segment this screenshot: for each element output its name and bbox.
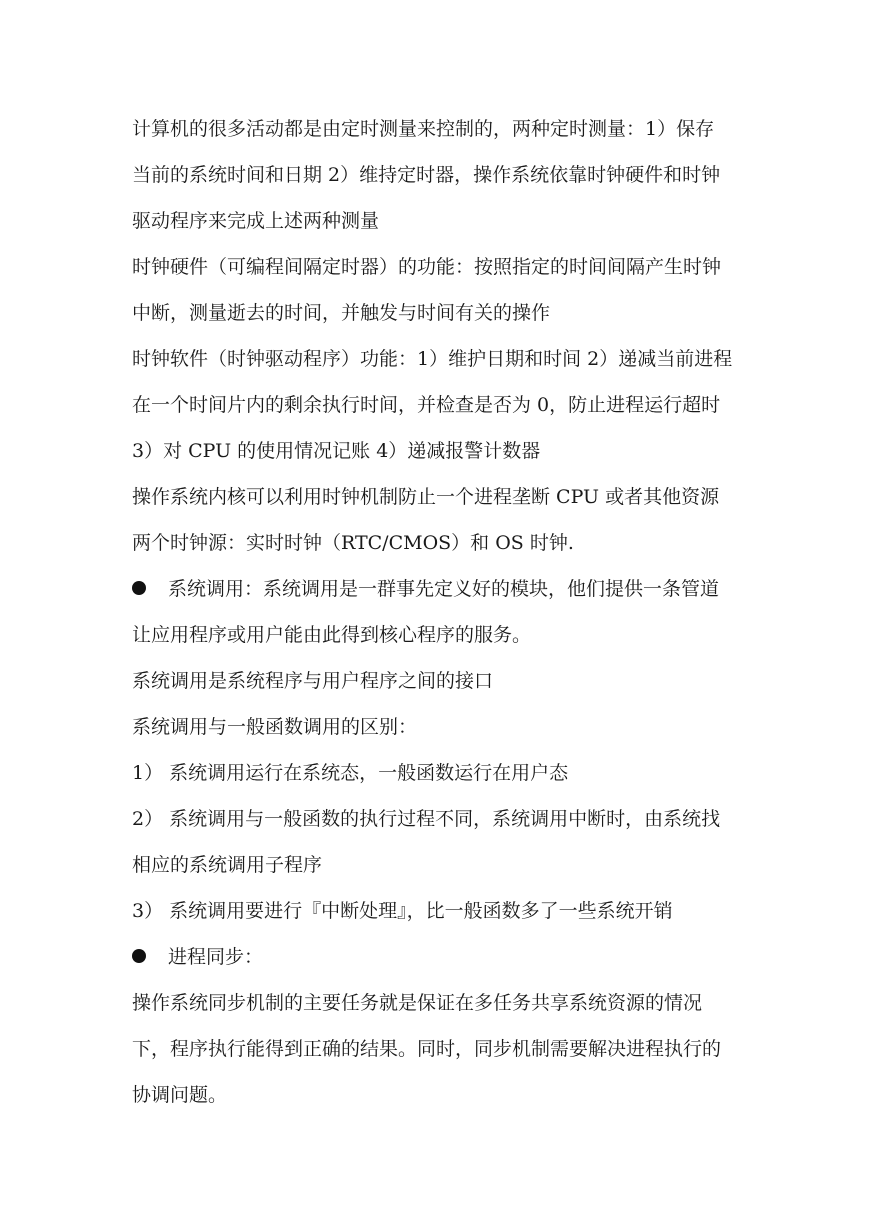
- list-item: 3） 系统调用要进行『中断处理』，比一般函数多了一些系统开销: [132, 900, 673, 922]
- text-line: 协调问题。: [132, 1084, 228, 1106]
- bullet-text: 系统调用：系统调用是一群事先定义好的模块，他们提供一条管道: [168, 578, 720, 600]
- bullet-icon: [132, 949, 146, 963]
- text-line: 系统调用与一般函数调用的区别：: [132, 716, 418, 738]
- bullet-item-system-call: [132, 566, 744, 612]
- bullet-icon: [132, 581, 146, 595]
- text-line: 当前的系统时间和日期 2）维持定时器，操作系统依靠时钟硬件和时钟: [132, 164, 721, 186]
- text-line: 操作系统内核可以利用时钟机制防止一个进程垄断 CPU 或者其他资源: [132, 486, 720, 508]
- text-line: 系统调用是系统程序与用户程序之间的接口: [132, 670, 494, 692]
- list-item: 1） 系统调用运行在系统态，一般函数运行在用户态: [132, 762, 569, 784]
- text-line: 两个时钟源：实时时钟（RTC/CMOS）和 OS 时钟.: [132, 532, 574, 554]
- text-line: 让应用程序或用户能由此得到核心程序的服务。: [132, 624, 532, 646]
- document-body: [132, 106, 744, 1118]
- list-item: 2） 系统调用与一般函数的执行过程不同，系统调用中断时，由系统找: [132, 808, 721, 830]
- text-line: 驱动程序来完成上述两种测量: [132, 210, 380, 232]
- text-line: 相应的系统调用子程序: [132, 854, 323, 876]
- text-line: 计算机的很多活动都是由定时测量来控制的，两种定时测量：1）保存: [132, 118, 715, 140]
- bullet-text: 进程同步：: [168, 946, 264, 968]
- text-line: 时钟硬件（可编程间隔定时器）的功能：按照指定的时间间隔产生时钟: [132, 256, 722, 278]
- bullet-item-process-sync: [132, 934, 744, 980]
- text-line: 下，程序执行能得到正确的结果。同时，同步机制需要解决进程执行的: [132, 1038, 722, 1060]
- text-line: 3）对 CPU 的使用情况记账 4）递减报警计数器: [132, 440, 541, 462]
- text-line: 中断，测量逝去的时间，并触发与时间有关的操作: [132, 302, 551, 324]
- text-line: 时钟软件（时钟驱动程序）功能：1）维护日期和时间 2）递减当前进程: [132, 348, 733, 370]
- text-line: 操作系统同步机制的主要任务就是保证在多任务共享系统资源的情况: [132, 992, 703, 1014]
- text-line: 在一个时间片内的剩余执行时间，并检查是否为 0，防止进程运行超时: [132, 394, 721, 416]
